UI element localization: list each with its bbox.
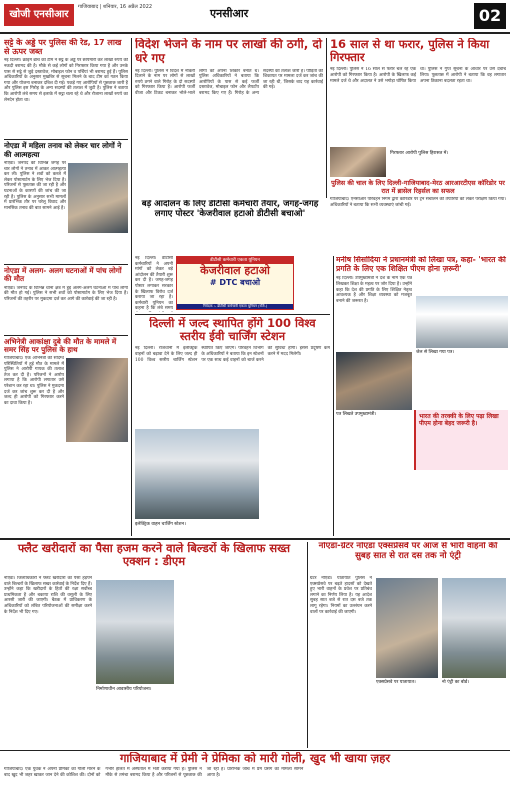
caption-ev-charging: इलेक्ट्रिक वाहन चार्जिंग स्टेशन। bbox=[135, 522, 186, 527]
photo-minister bbox=[336, 352, 412, 410]
headline-noida-suicide: नोएडा में महिला तनाव को लेकर चार लोगों ने की आत्महत्या bbox=[4, 139, 128, 159]
pullquote-educated-pm: भारत की तरक्की के लिए पढ़ा लिखा पीएम होना बेहद जरूरी है। bbox=[414, 410, 508, 470]
section-divider bbox=[0, 750, 510, 751]
story-expressway-no-entry: ग्रेटर नोएडा। यातायात पुलिस ने एक्सप्रेसवे पर बढ़ते हादसों को देखते हुए भारी वाहनों के प्रवेश पर प्रतिबंध लगाने का निर्णय लिया है। यह आदेश सुबह सात बजे से रात दस बजे तक लागू रहेगा। नियमों का उल्लंघन करने वालों पर कार्रवाई की जाएगी। bbox=[310, 576, 372, 615]
photo-expressway-traffic bbox=[376, 578, 438, 678]
story-actress-case: गाजियाबाद। एक अभिनेत्री की संदिग्ध परिस्थितियों में हुई मौत के मामले में पुलिस ने आरोपी गायक की तलाश तेज कर दी है। परिजनों ने आरोप लगाया है कि आरोपी लगातार उसे परेशान कर रहा था। पुलिस ने मुकदमा दर्ज कर जांच शुरू कर दी है और जल्द ही आरोपी को गिरफ्तार करने का दावा किया है। bbox=[4, 356, 64, 406]
right-top-story bbox=[330, 38, 506, 253]
page-header bbox=[0, 0, 510, 34]
photo-no-entry-board bbox=[442, 578, 506, 678]
story-education-letter: नई दिल्ली। उपमुख्यमंत्री ने देश के नाम एक पत्र लिखकर शिक्षा के महत्व पर जोर दिया है। उन्होंने कहा कि देश की प्रगति के लिए शिक्षित नेतृत्व आवश्यक है और शिक्षा व्यवस्था को मजबूत बनाने की जरूरत है। bbox=[336, 276, 412, 304]
footer-story bbox=[4, 752, 506, 798]
story-ev-stations: नई दिल्ली। राजधानी में इलेक्ट्रिक वाहनों को बढ़ावा देने के लिए जल्द ही 100 विश्व स्तरीय चार्जिंग स्टेशन स्थापित किए जाएंगे। परिवहन विभाग के अधिकारियों ने बताया कि इन स्टेशनों पर एक साथ कई वाहनों को चार्ज करने की सुविधा होगी। इससे प्रदूषण कम करने में मदद मिलेगी। bbox=[135, 346, 330, 363]
poster-union-name: डीटीसी कर्मचारी एकता यूनियन bbox=[177, 257, 293, 264]
headline-absconder-arrest: 16 साल से था फरार, पुलिस ने किया गिरफ्तार bbox=[330, 38, 490, 65]
caption-letter: जेल से लिखा गया पत्र। bbox=[416, 350, 455, 355]
ev-story bbox=[135, 317, 330, 537]
story-rrts-rehearsal: गाजियाबाद। एनसीआर परिवहन निगम द्वारा कॉरिडोर पर ट्रेन संचालन की तैयारियों को लेकर परीक्षण किया गया। अधिकारियों ने बताया कि सभी व्यवस्थाएं जांची गईं। bbox=[330, 197, 506, 208]
caption-apartments: निर्माणाधीन आवासीय परियोजना। bbox=[96, 687, 152, 692]
photo-arrested-accused bbox=[330, 147, 386, 177]
column-divider bbox=[333, 256, 334, 536]
caption-expressway-traffic: एक्सप्रेसवे पर यातायात। bbox=[376, 680, 416, 685]
column-divider bbox=[307, 542, 308, 748]
photo-letter bbox=[416, 296, 508, 348]
photo-ev-charging bbox=[135, 429, 259, 519]
column-divider bbox=[131, 38, 132, 536]
photo-apartments bbox=[96, 580, 174, 684]
caption-arrested-accused: गिरफ्तार आरोपी पुलिस हिरासत में। bbox=[390, 151, 449, 157]
headline-builders-action: फ्लैट खरीदारों का पैसा हजम करने वाले बिल्डरों के खिलाफ सख्त एक्शन : डीएम bbox=[17, 542, 291, 569]
dateline: गाजियाबाद | शनिवार, 16 अप्रैल 2022 bbox=[78, 4, 153, 10]
story-satta-raid: नई दिल्ली। क्राइम ब्रांच की टीम ने सट्टे के अड्डे पर छापेमारी कर लाखों रुपये की नकदी बरामद की है। मौके से कई लोगों को गिरफ्तार किया गया है और उनके पास से सट्टे से जुड़े दस्तावेज, मोबाइल फोन व पर्चियां भी बरामद हुई हैं। पुलिस अधिकारियों के अनुसार मुखबिर से सूचना मिलने के बाद टीम का गठन किया गया और योजना बनाकर दबिश दी गई। पकड़े गए आरोपियों से पूछताछ जारी है और पुलिस इस गिरोह के अन्य सदस्यों की तलाश में जुटी है। पुलिस ने बताया कि आरोपी लंबे समय से इलाके में सट्टा चला रहे थे और रोजाना लाखों रुपये का लेनदेन होता था। bbox=[4, 58, 128, 103]
story-noida-deaths: नोएडा। जनपद के विभिन्न थाना क्षेत्र में हुई अलग-अलग घटनाओं में पांच लोगों की मौत हो गई। पुलिस ने सभी शवों को पोस्टमार्टम के लिए भेज दिया है। परिजनों की तहरीर पर मुकदमा दर्ज कर आगे की कार्रवाई की जा रही है। bbox=[4, 285, 128, 302]
section-divider bbox=[0, 538, 510, 540]
headline-dtc-protest: बड़े आंदोलन के लिए डीटीसी कर्मचारी तैयार, जगह-जगह लगाए पोस्टर 'केजरीवाल हटाओ डीटीसी बचाओ' bbox=[141, 200, 319, 219]
minister-story bbox=[336, 256, 508, 536]
photo-suicide-story bbox=[68, 163, 128, 233]
poster-slogan: # DTC बचाओ bbox=[209, 278, 261, 287]
story-dtc-protest: नई दिल्ली। डीटीसी कर्मचारियों ने अपनी मांगों को लेकर बड़े आंदोलन की तैयारी शुरू कर दी है। जगह-जगह पोस्टर लगाकर सरकार के खिलाफ विरोध दर्ज कराया जा रहा है। कर्मचारी यूनियन का कहना है कि लंबे समय bbox=[135, 256, 173, 312]
photo-actress bbox=[66, 358, 128, 442]
headline-actress-case: अभिनेत्री आकांक्षा दुबे की मौत के मामले में समर सिंह पर पुलिस के हाथ bbox=[4, 335, 128, 355]
headline-rrts-rehearsal: पुलिस की चाल के लिए दिल्ली-गाजियाबाद-मेरठ आरआरटीएस कॉरिडोर पर रात में ब्रासेल रिहर्सल का सफल bbox=[331, 179, 505, 195]
story-ev-stations-continued bbox=[263, 429, 330, 534]
story-education-letter-continued bbox=[336, 428, 412, 533]
story-ghaziabad-shooting: गाजियाबाद। एक युवक ने अपनी प्रेमिका को गोली मारने के बाद खुद भी जहर खाकर जान देने की कोशिश की। दोनों को गंभीर हालत में अस्पताल में भर्ती कराया गया है। पुलिस ने मौके से तमंचा बरामद किया है और परिजनों से पूछताछ की जा रही है। प्रारंभिक जांच में प्रेम प्रसंग का मामला सामने आया है। bbox=[4, 767, 304, 778]
caption-minister: पत्र लिखते उपमुख्यमंत्री। bbox=[336, 412, 377, 417]
poster-title: केजरीवाल हटाओ bbox=[200, 264, 270, 277]
center-top-story bbox=[135, 38, 323, 198]
expressway-story bbox=[310, 542, 506, 748]
headline-expressway-no-entry: नोएडा-ग्रेटर नोएडा एक्सप्रेसवे पर आज से भारी वाहनों की सुबह सात से रात दस तक नो एंट्री bbox=[318, 542, 498, 561]
dtc-poster bbox=[176, 256, 294, 310]
column-divider bbox=[326, 38, 327, 198]
left-column bbox=[4, 38, 128, 536]
caption-no-entry-board: नो एंट्री का बोर्ड। bbox=[442, 680, 469, 685]
headline-satta-raid: सट्टे के अड्डे पर पुलिस की रेड, 17 लाख से ऊपर जब्त bbox=[4, 38, 122, 57]
story-visa-fraud: नई दिल्ली। पुलिस ने विदेश में नौकरी दिलाने के नाम पर लोगों से लाखों रुपये ठगने वाले गिरोह के दो सदस्यों को गिरफ्तार किया है। आरोपी फर्जी वीजा और टिकट बनाकर भोले-भाले लोगों को अपना शिकार बनाते थे। पुलिस अधिकारियों ने बताया कि आरोपियों के पास से कई फर्जी दस्तावेज, मोबाइल फोन और लैपटॉप बरामद किए गए हैं। गिरोह के अन्य सदस्यों की तलाश जारी है। पीड़ितों की शिकायत पर मामला दर्ज कर जांच की जा रही थी, जिसके बाद यह कार्रवाई की गई। bbox=[135, 68, 323, 96]
masthead-logo: खोजी एनसीआर bbox=[4, 4, 74, 26]
story-builders-action: नोएडा। जिलाधिकारी ने फ्लैट खरीदारों का पैसा हड़पने वाले बिल्डरों के खिलाफ सख्त कार्रवाई के निर्देश दिए हैं। उन्होंने कहा कि खरीदारों के हितों की रक्षा सर्वोच्च प्राथमिकता है और बकाया राशि की वसूली के लिए आरसी जारी की जाएगी। बैठक में प्राधिकरण के अधिकारियों को लंबित परियोजनाओं की समीक्षा करने के निर्देश भी दिए गए। bbox=[4, 576, 92, 615]
story-noida-suicide: नोएडा। जनपद की विभिन्न जगह पर चार लोगों ने तनाव में आकर आत्महत्या कर ली। पुलिस ने शवों को कब्जे में लेकर पोस्टमार्टम के लिए भेज दिया है। परिजनों से पूछताछ की जा रही है और घटनाओं के कारणों की जांच की जा रही है। पुलिस के अनुसार सभी मामलों में प्रारंभिक तौर पर घरेलू विवाद और मानसिक तनाव की बात सामने आई है। bbox=[4, 160, 66, 211]
headline-ghaziabad-shooting: गाजियाबाद में प्रेमी ने प्रेमिका को मारी गोली, खुद भी खाया ज़हर bbox=[119, 752, 391, 765]
section-divider bbox=[135, 314, 330, 315]
poster-footer: निवेदक :- डीटीसी कर्मचारी एकता यूनियन (रजि.) bbox=[177, 304, 293, 309]
page-number: 02 bbox=[474, 3, 506, 29]
headline-visa-fraud: विदेश भेजने के नाम पर लाखों की ठगी, दो धरे गए bbox=[135, 38, 322, 65]
headline-education-letter: मनीष सिसोदिया ने प्रधानमंत्री को लिखा पत्र, कहा- 'भारत की प्रगति के लिए एक शिक्षित पीएम होना ज़रूरी' bbox=[336, 256, 506, 273]
headline-noida-deaths: नोएडा में अलग- अलग घटनाओं में पांच लोगों की मौत bbox=[4, 264, 128, 284]
headline-ev-stations: दिल्ली में जल्द स्थापित होंगे 100 विश्व स्तरीय ईवी चार्जिंग स्टेशन bbox=[149, 317, 316, 344]
story-builders-action-continued bbox=[178, 576, 304, 746]
story-absconder-arrest: नई दिल्ली। पुलिस ने 16 साल से फरार चल रहे एक आरोपी को गिरफ्तार किया है। आरोपी के खिलाफ कई मामले दर्ज थे और अदालत ने उसे भगोड़ा घोषित किया था। पुलिस ने गुप्त सूचना के आधार पर उसे दबोच लिया। पूछताछ में आरोपी ने बताया कि वह लगातार अपना ठिकाना बदलता रहता था। bbox=[330, 67, 506, 84]
builders-story bbox=[4, 542, 304, 748]
story-dtc-protest-continued bbox=[298, 256, 326, 312]
section-title: एनसीआर bbox=[210, 7, 249, 20]
